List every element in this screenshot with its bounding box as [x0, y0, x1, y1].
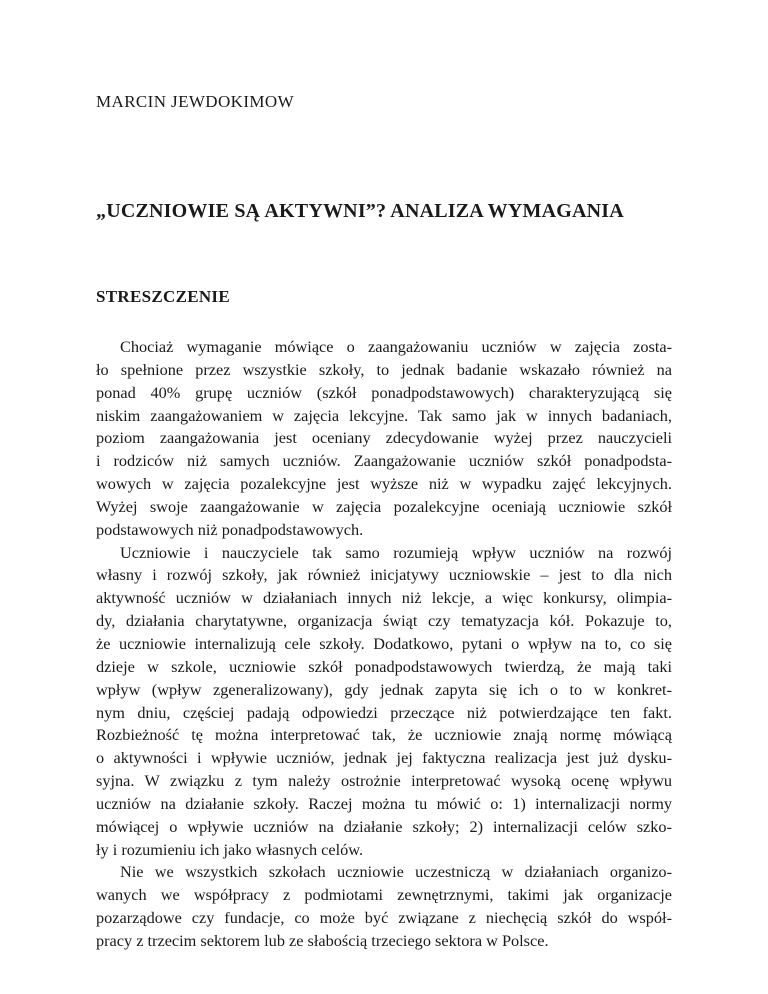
abstract-line: dzieje w szkole, uczniowie szkół ponadpodstawowych twierdzą, że mają taki: [96, 656, 672, 676]
abstract-line: ły i rozumieniu ich jako własnych celów.: [96, 839, 364, 859]
abstract-line: wpływ (wpływ zgeneralizowany), gdy jednak zapyta się ich o to w konkret-: [96, 679, 672, 699]
abstract-line: nym dniu, częściej padają odpowiedzi przeczące niż potwierdzające ten fakt.: [96, 702, 672, 722]
abstract-line: Rozbieżność tę można interpretować tak, że uczniowie znają normę mówiącą: [96, 725, 672, 745]
abstract-line: uczniów na działanie szkoły. Raczej można tu mówić o: 1) internalizacji normy: [96, 793, 672, 813]
abstract-line: ło spełnione przez wszystkie szkoły, to jednak badanie wskazało również na: [96, 359, 672, 379]
abstract-line: Chociaż wymaganie mówiące o zaangażowaniu uczniów w zajęcia zosta-: [120, 337, 672, 356]
abstract-line: że uczniowie internalizują cele szkoły. Dodatkowo, pytani o wpływ na to, co się: [96, 633, 672, 653]
author-name: MARCIN JEWDOKIMOW: [96, 92, 295, 111]
abstract-line: wanych we współpracy z podmiotami zewnętrznymi, takimi jak organizacje: [96, 885, 672, 905]
abstract-line: poziom zaangażowania jest oceniany zdecydowanie wyżej przez nauczycieli: [96, 428, 672, 448]
abstract-line: aktywność uczniów w działaniach innych niż lekcje, a więc konkursy, olimpia-: [96, 588, 672, 608]
abstract-line: Uczniowie i nauczyciele tak samo rozumieją wpływ uczniów na rozwój: [120, 542, 672, 562]
abstract-line: wowych w zajęcia pozalekcyjne jest wyższe niż w wypadku zajęć lekcyjnych.: [96, 474, 672, 494]
abstract-line: Wyżej swoje zaangażowanie w zajęcia pozalekcyjne oceniają uczniowie szkół: [96, 496, 672, 516]
section-heading: STRESZCZENIE: [96, 287, 230, 306]
article-title: „UCZNIOWIE SĄ AKTYWNI”? ANALIZA WYMAGANIA: [96, 200, 624, 222]
abstract-body: [96, 336, 672, 953]
abstract-line: niskim zaangażowaniem w zajęcia lekcyjne. Tak samo jak w innych badaniach,: [96, 405, 672, 425]
abstract-line: podstawowych niż ponadpodstawowych.: [96, 519, 364, 539]
abstract-line: ponad 40% grupę uczniów (szkół ponadpodstawowych) charakteryzującą się: [96, 382, 672, 402]
abstract-line: o aktywności i wpływie uczniów, jednak jej faktyczna realizacja jest już dysku-: [96, 748, 672, 768]
abstract-line: własny i rozwój szkoły, jak również inicjatywy uczniowskie – jest to dla nich: [96, 565, 672, 585]
abstract-line: mówiącej o wpływie uczniów na działanie szkoły; 2) internalizacji celów szko-: [96, 816, 672, 836]
abstract-line: syjna. W związku z tym należy ostrożnie interpretować wysoką ocenę wpływu: [96, 771, 672, 791]
document-page: [96, 0, 672, 994]
abstract-line: i rodziców niż samych uczniów. Zaangażowanie uczniów szkół ponadpodsta-: [96, 451, 672, 471]
abstract-line: pozarządowe czy fundacje, co może być związane z niechęcią szkół do współ-: [96, 908, 672, 928]
abstract-line: pracy z trzecim sektorem lub ze słabością trzeciego sektora w Polsce.: [96, 930, 549, 950]
abstract-line: Nie we wszystkich szkołach uczniowie uczestniczą w działaniach organizo-: [120, 862, 672, 882]
abstract-line: dy, działania charytatywne, organizacja świąt czy tematyzacja kół. Pokazuje to,: [96, 611, 672, 631]
